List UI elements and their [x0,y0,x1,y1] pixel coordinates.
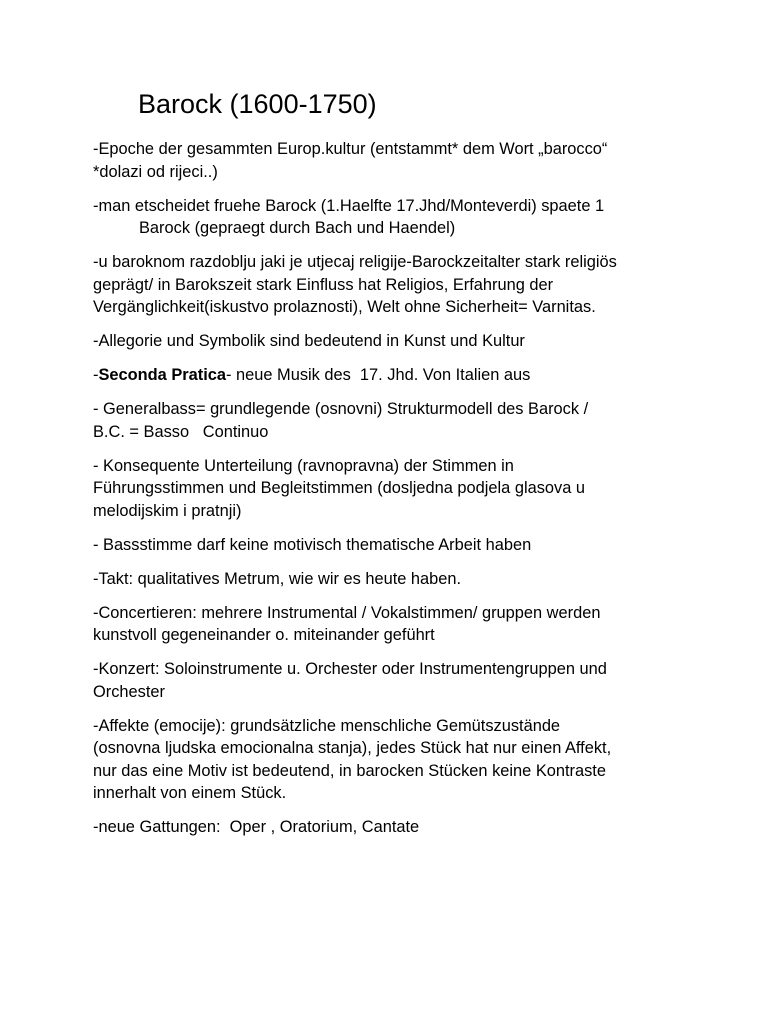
paragraph-religion [93,251,693,319]
paragraph-line: melodijskim i pratnji) [93,501,242,520]
paragraph-line: -man etscheidet fruehe Barock (1.Haelfte 17.Jhd/Monteverdi) spaete 1 [93,196,605,215]
paragraph-line: Orchester [93,682,165,701]
paragraph-konzert [93,658,693,703]
paragraph-line: geprägt/ in Barokszeit stark Einfluss hat Religios, Erfahrung der [93,275,554,294]
paragraph-bassstimme [93,534,693,557]
paragraph-line: -Takt: qualitatives Metrum, wie wir es heute haben. [93,569,462,588]
paragraph-line-indented: Barock (gepraegt durch Bach und Haendel) [139,219,456,237]
paragraph-takt [93,568,693,591]
document-body [93,138,693,850]
paragraph-line: - neue Musik des 17. Jhd. Von Italien aus [226,366,531,384]
paragraph-concertieren [93,602,693,647]
paragraph-affekte [93,715,693,805]
paragraph-line: -Epoche der gesammten Europ.kultur (entstammt* dem Wort „barocco“ [93,140,608,158]
paragraph-line: kunstvoll gegeneinander o. miteinander geführt [93,626,435,644]
document-title: Barock (1600-1750) [138,89,377,119]
paragraph-bold-term: Seconda Pratica [98,366,227,384]
paragraph-gattungen [93,816,693,839]
paragraph-line: - Generalbass= grundlegende (osnovni) Strukturmodell des Barock / [93,400,589,418]
paragraph-line: *dolazi od rijeci..) [93,162,218,181]
paragraph-line: innerhalt von einem Stück. [93,784,287,802]
paragraph-allegorie [93,330,693,353]
paragraph-line: Führungsstimmen und Begleitstimmen (dosljedna podjela glasova u [93,479,585,497]
paragraph-fruehe-barock [93,195,693,240]
paragraph-line: -u baroknom razdoblju jaki je utjecaj religije-Barockzeitalter stark religiös [93,253,617,271]
paragraph-line: -Concertieren: mehrere Instrumental / Vokalstimmen/ gruppen werden [93,603,601,622]
paragraph-unterteilung [93,455,693,523]
paragraph-line: -Allegorie und Symbolik sind bedeutend in Kunst und Kultur [93,332,525,350]
paragraph-epoche [93,138,693,183]
paragraph-line: -Konzert: Soloinstrumente u. Orchester oder Instrumentengruppen und [93,660,607,678]
paragraph-line: Vergänglichkeit(iskustvo prolaznosti), Welt ohne Sicherheit= Varnitas. [93,298,596,316]
paragraph-line: - Bassstimme darf keine motivisch thematische Arbeit haben [93,535,532,554]
paragraph-line: -Affekte (emocije): grundsätzliche menschliche Gemütszustände [93,716,561,735]
paragraph-generalbass [93,398,693,443]
paragraph-line: (osnovna ljudska emocionalna stanja), jedes Stück hat nur einen Affekt, [93,739,612,757]
paragraph-line: B.C. = Basso Continuo [93,422,269,441]
paragraph-line: -neue Gattungen: Oper , Oratorium, Cantate [93,818,420,836]
paragraph-line: - Konsequente Unterteilung (ravnopravna) der Stimmen in [93,456,514,475]
paragraph-prefix: - [93,366,99,384]
paragraph-seconda-pratica [93,364,693,387]
paragraph-line: nur das eine Motiv ist bedeutend, in barocken Stücken keine Kontraste [93,761,606,780]
